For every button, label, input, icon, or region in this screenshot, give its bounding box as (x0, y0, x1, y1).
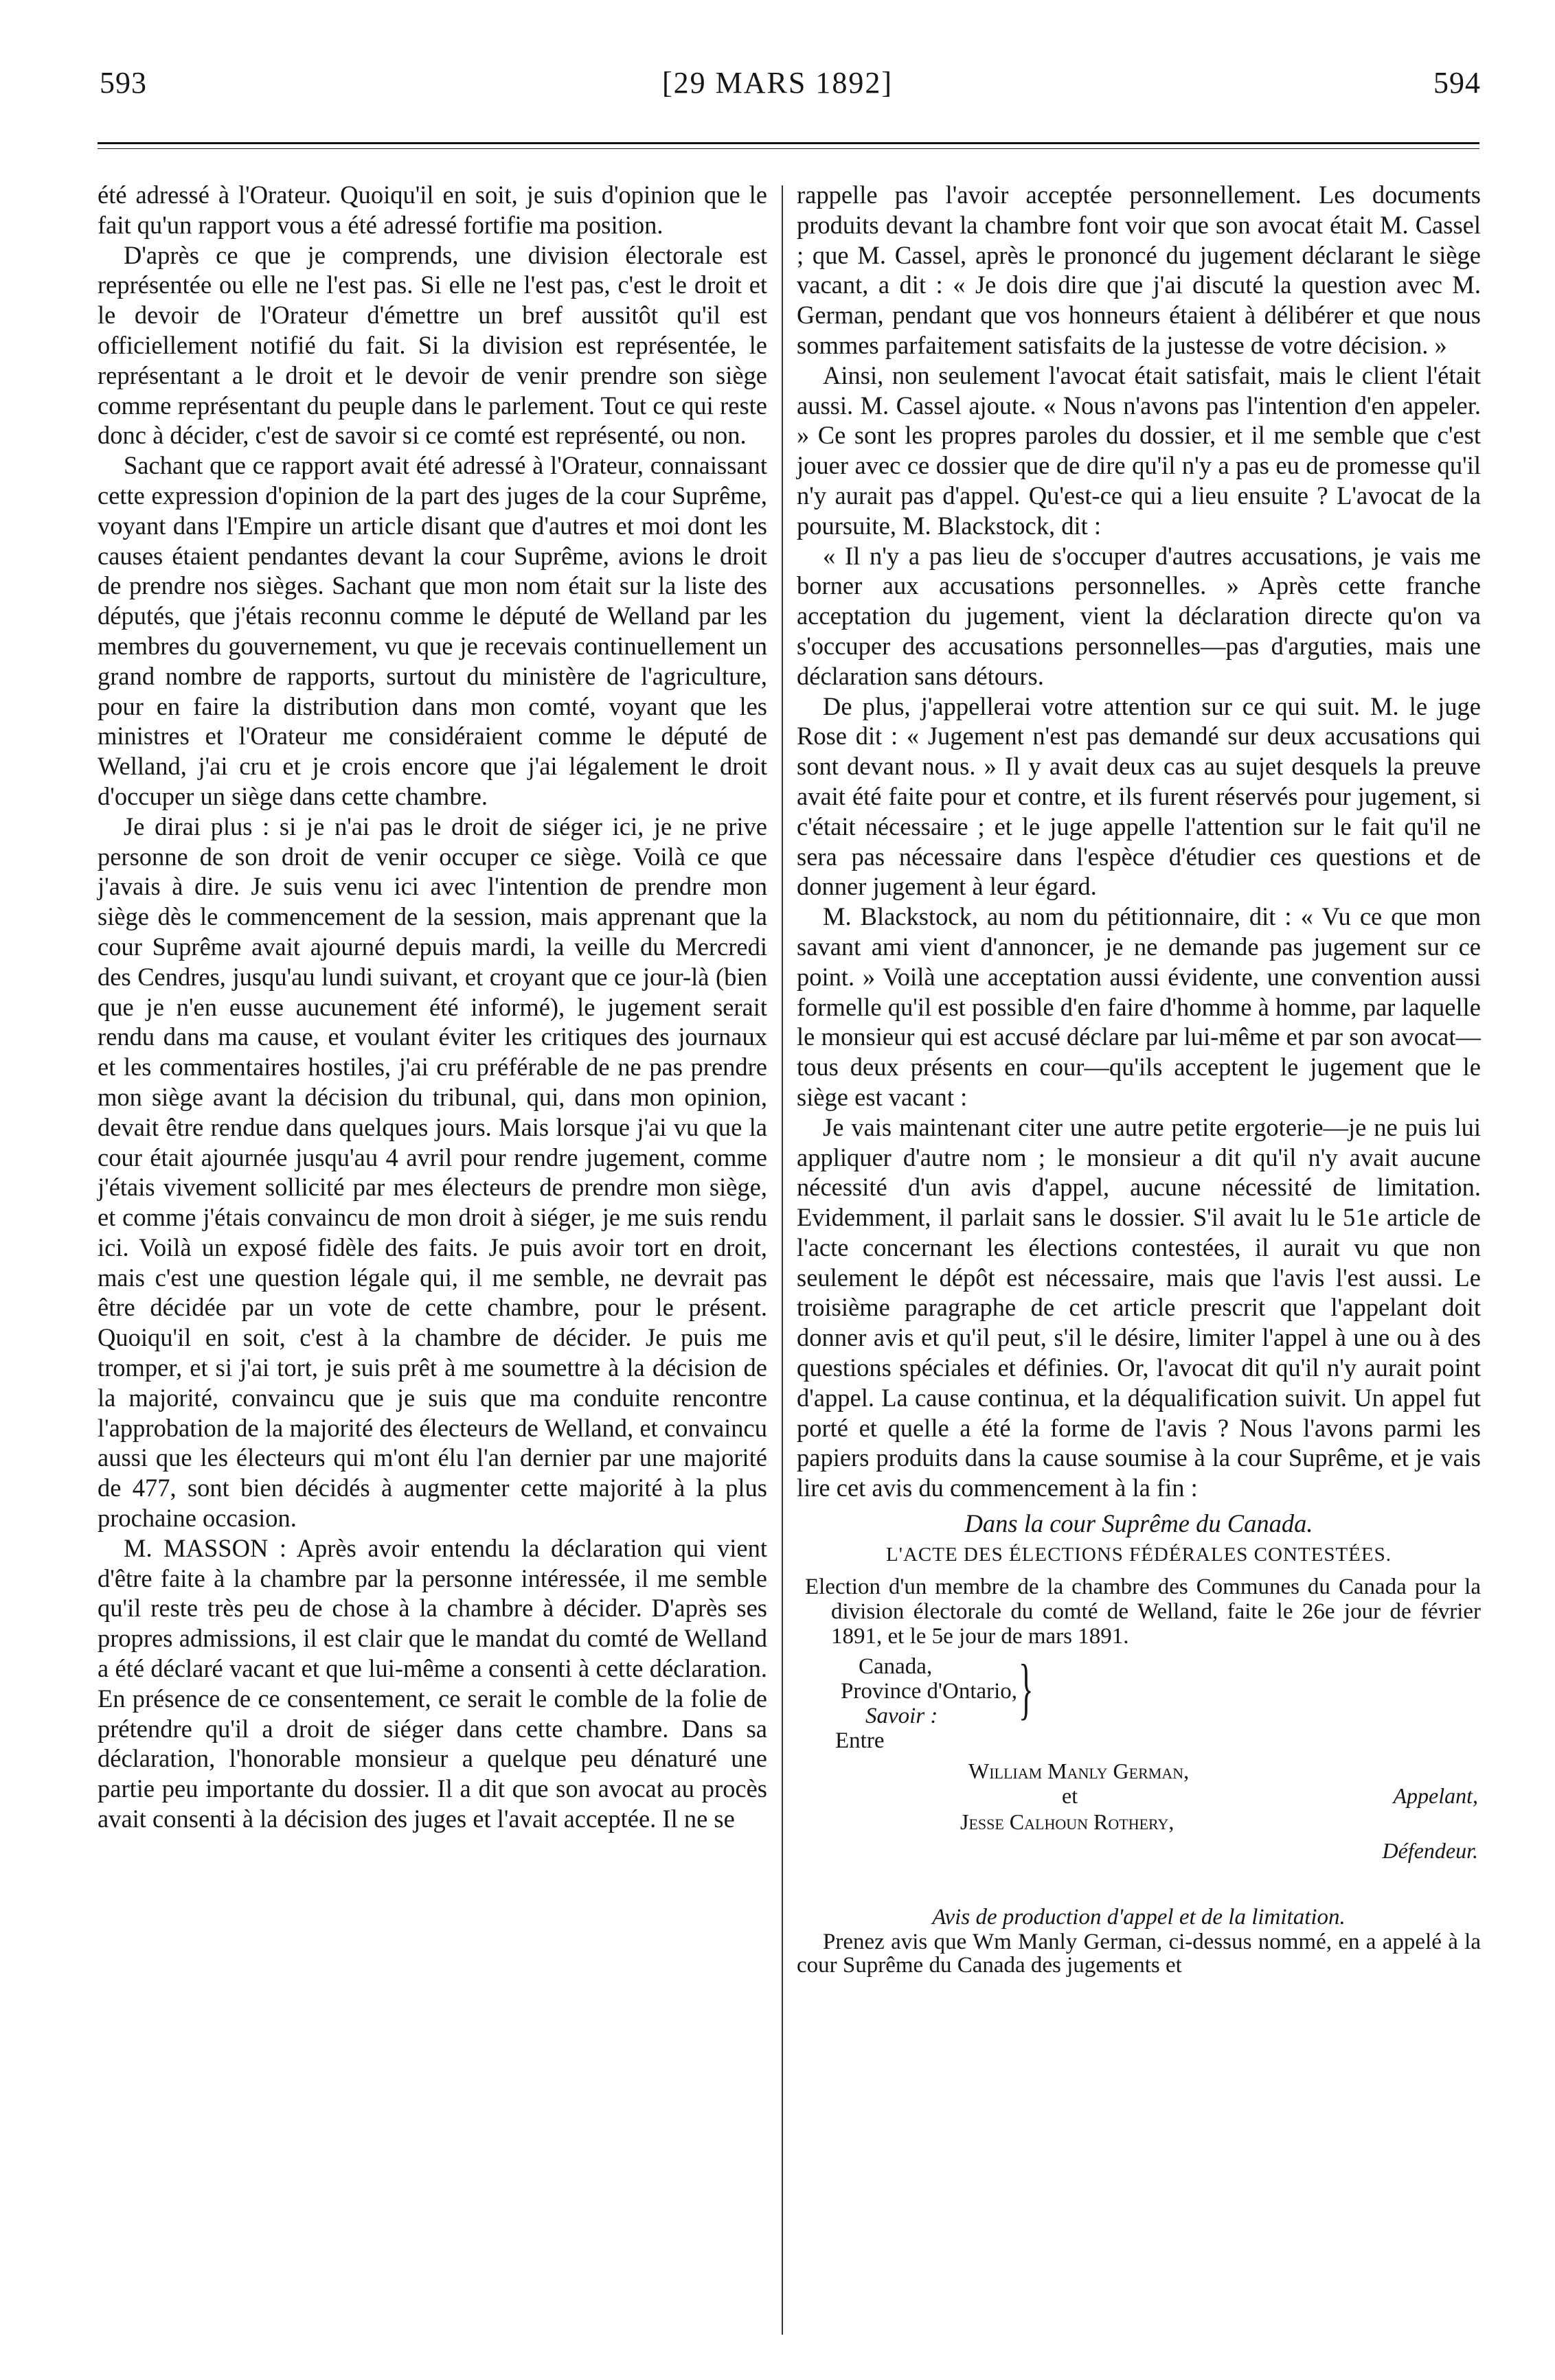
paragraph: M. MASSON : Après avoir entendu la déclaration qui vient d'être faite à la chambre par la personne intéressée, il me semble qu'il reste très peu de chose à la chambre à décider. D'après ses propres admissions, il est clair que le mandat du comté de Welland a été déclaré vacant et que lui-même a consenti à cette déclaration. En présence de ce consentement, ce serait le comble de la folie de prétendre qu'il a droit de siéger dans cette chambre. Dans sa déclaration, l'honorable monsieur a quelque peu dénaturé une partie peu importante du dossier. Il a dit que son avocat au procès avait consenti à la décision des juges et l'avait acceptée. Il ne se (98, 1533, 767, 1833)
entre-label: Entre (835, 1728, 885, 1753)
appellant-name: William Manly German, (968, 1758, 1190, 1783)
paragraph: Je vais maintenant citer une autre petite ergoterie—je ne puis lui appliquer d'autre nom ; le monsieur a dit qu'il n'y avait aucune nécessité d'un avis d'appel, aucune nécessité de limitation. Evidemment, il parlait sans le dossier. S'il avait lu le 51e article de l'acte concernant les élections contestées, il aurait vu que non seulement le dépôt est nécessaire, mais que l'avis l'est aussi. Le troisième paragraphe de cet article prescrit que l'appelant doit donner avis et qu'il peut, s'il le désire, limiter l'appel à une ou à des questions spéciales et définies. Or, l'avocat dit qu'il n'y aurait point d'appel. La cause continua, et la déqualification suivit. Un appel fut porté et quelle a été la forme de l'avis ? Nous l'avons parmi les papiers produits dans la cause soumise à la cour Suprême, et je vais lire cet avis du commencement à la fin : (797, 1112, 1481, 1502)
election-caption: Election d'un membre de la chambre des Communes du Canada pour la division électorale du comté de Welland, faite le 26e jour de février 1891, et le 5e jour de mars 1891. (805, 1574, 1481, 1649)
appellant-role: Appelant, (1393, 1783, 1478, 1808)
jurisdiction-canada: Canada, (859, 1654, 933, 1679)
paragraph: Sachant que ce rapport avait été adressé à l'Orateur, connaissant cette expression d'opinion de la part des juges de la cour Suprême, voyant dans l'Empire un article disant que d'autres et moi dont les causes étaient pendantes devant la cour Suprême, avions le droit de prendre nos sièges. Sachant que mon nom était sur la liste des députés, que j'étais reconnu comme le député de Welland par les membres du gouvernement, vu que je recevais continuellement un grand nombre de rapports, surtout du ministère de l'agriculture, pour en faire la distribution dans mon comté, voyant que les ministres et l'Orateur me considéraient comme le député de Welland, j'ai cru et je crois encore que j'ai légalement le droit d'occuper un siège dans cette chambre. (98, 451, 767, 810)
page-number-right: 594 (1433, 66, 1481, 100)
paragraph: De plus, j'appellerai votre attention sur ce qui suit. M. le juge Rose dit : « Jugement n'est pas demandé sur deux accusations qui sont devant nous. » Il y avait deux cas au sujet desquels la preuve avait été faite pour et contre, et ils furent réservés pour jugement, si c'était nécessaire ; et le juge appelle l'attention sur le fait qu'il ne sera pas nécessaire dans l'espèce d'étudier ces questions et de donner jugement à leur égard. (797, 691, 1481, 901)
column-divider (782, 185, 783, 2335)
page-header (0, 65, 1555, 113)
jurisdiction-savoir: Savoir : (865, 1703, 938, 1728)
notice-title: Avis de production d'appel et de la limitation. (932, 1904, 1346, 1930)
right-column (797, 180, 1481, 1977)
paragraph: « Il n'y a pas lieu de s'occuper d'autres accusations, je vais me borner aux accusations personnelles. » Après cette franche acceptation du jugement, vient la déclaration directe qu'on va s'occuper des accusations personnelles—pas d'arguties, mais une déclaration sans détours. (797, 541, 1481, 690)
et-label: et (1062, 1783, 1078, 1808)
jurisdiction-province: Province d'Ontario, (841, 1678, 1018, 1704)
page-number-left: 593 (100, 66, 147, 100)
court-heading: Dans la cour Suprême du Canada. (964, 1509, 1313, 1538)
jurisdiction-block (797, 1649, 1481, 1728)
notice-text: Prenez avis que Wm Manly German, ci-dessus nommé, en a appelé à la cour Suprême du Canada des jugements et (797, 1929, 1481, 1978)
respondent-name: Jesse Calhoun Rothery, (960, 1809, 1174, 1834)
header-rule-thick (98, 142, 1479, 144)
paragraph: M. Blackstock, au nom du pétitionnaire, dit : « Vu ce que mon savant ami vient d'annoncer, je ne demande pas jugement sur ce point. » Voilà une acceptation aussi évidente, une convention aussi formelle qu'il est possible d'en faire d'homme à homme, par laquelle le monsieur qui est accusé déclare par lui-même et par son avocat—tous deux présents en cour—qu'ils acceptent le jugement que le siège est vacant : (797, 902, 1481, 1111)
paragraph: D'après ce que je comprends, une division électorale est représentée ou elle ne l'est pas. Si elle ne l'est pas, c'est le droit et le devoir de l'Orateur d'émettre un bref aussitôt qu'il est officiellement notifié du fait. Si la division est représentée, le représentant a le droit et le devoir de venir prendre son siège comme représentant du peuple dans le parlement. Tout ce qui reste donc à décider, c'est de savoir si ce comté est représenté, ou non. (98, 240, 767, 450)
left-column (98, 180, 767, 1834)
paragraph: Ainsi, non seulement l'avocat était satisfait, mais le client l'était aussi. M. Cassel ajoute. « Nous n'avons pas l'intention d'en appeler. » Ce sont les propres paroles du dossier, et il me semble que c'est jouer avec ce dossier que de dire qu'il n'y a pas eu de promesse qu'il n'y aurait pas d'appel. Qu'est-ce qui a lieu ensuite ? L'avocat de la poursuite, M. Blackstock, dit : (797, 361, 1481, 540)
brace-glyph: } (1019, 1649, 1034, 1726)
header-rule-thin (98, 148, 1479, 149)
parties-block (797, 1753, 1481, 1904)
paragraph: rappelle pas l'avoir acceptée personnellement. Les documents produits devant la chambre font voir que son avocat était M. Cassel ; que M. Cassel, après le prononcé du jugement déclarant le siège vacant, a dit : « Je dois dire que j'ai discuté la question avec M. German, pendant que vos honneurs étaient à délibérer et que nous sommes parfaitement satisfaits de la justesse de votre décision. » (797, 181, 1481, 359)
respondent-role: Défendeur. (1382, 1838, 1478, 1863)
header-date: [29 MARS 1892] (661, 66, 894, 100)
paragraph: été adressé à l'Orateur. Quoiqu'il en soit, je suis d'opinion que le fait qu'un rapport vous a été adressé fortifie ma position. (98, 181, 767, 239)
paragraph: Je dirai plus : si je n'ai pas le droit de siéger ici, je ne prive personne de son droit de venir occuper ce siège. Voilà ce que j'avais à dire. Je suis venu ici avec l'intention de prendre mon siège dès le commencement de la session, mais apprenant que la cour Suprême avait ajourné depuis mardi, la veille du Mercredi des Cendres, jusqu'au lundi suivant, et croyant que ce jour-là (bien que je n'en eusse aucunement été informé), le jugement serait rendu dans ma cause, et voulant éviter les critiques des journaux et les commentaires hostiles, j'ai cru préférable de ne pas prendre mon siège avant la décision du tribunal, qui, dans mon opinion, devait être rendue dans quelques jours. Mais lorsque j'ai vu que la cour était ajournée jusqu'au 4 avril pour rendre jugement, comme j'étais vivement sollicité par mes électeurs de prendre mon siège, et comme j'étais convaincu de mon droit à siéger, je me suis rendu ici. Voilà un exposé fidèle des faits. Je puis avoir tort en droit, mais c'est une question légale qui, il me semble, ne devrait pas être décidée par un vote de cette chambre, pour le présent. Quoiqu'il en soit, c'est à la chambre de décider. Je puis me tromper, et si j'ai tort, je suis prêt à me soumettre à la décision de la majorité, convaincu que je suis que ma conduite rencontre l'approbation de la majorité des électeurs de Welland, et convaincu aussi que les électeurs qui m'ont élu l'an dernier par une majorité de 477, sont bien décidés à augmenter cette majorité à la plus prochaine occasion. (98, 812, 767, 1533)
act-heading: L'ACTE DES ÉLECTIONS FÉDÉRALES CONTESTÉES. (886, 1543, 1392, 1566)
